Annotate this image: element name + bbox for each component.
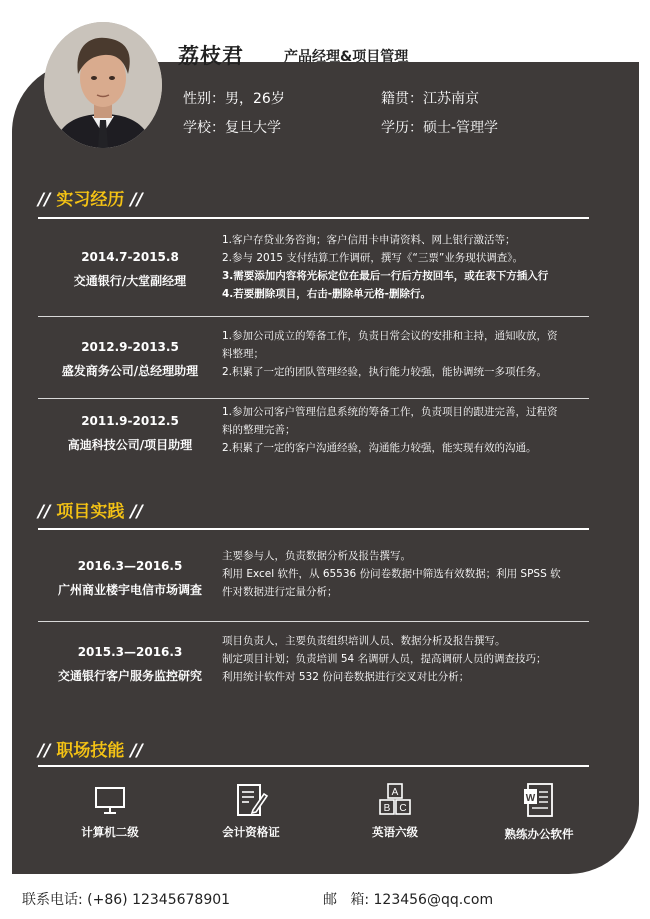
row-divider (38, 621, 589, 622)
svg-text:W: W (525, 793, 536, 804)
experience-date: 2012.9-2013.5 (81, 340, 179, 354)
experience-date: 2014.7-2015.8 (81, 250, 179, 264)
svg-text:A: A (391, 787, 399, 798)
experience-left (40, 340, 220, 379)
heading-slash-right: // (130, 190, 143, 210)
experience-org: 盛发商务公司/总经理助理 (61, 364, 199, 378)
project-name: 交通银行客户服务监控研究 (57, 669, 202, 683)
section-heading-projects (38, 497, 143, 522)
job-title: 产品经理&项目管理 (284, 49, 409, 65)
project-left (40, 645, 220, 684)
section-heading-skills (38, 736, 143, 761)
section-heading-internship (38, 185, 143, 210)
experience-details (222, 327, 588, 381)
project-left (40, 559, 220, 598)
contact-email: 邮 箱: 123456@qq.com (323, 892, 494, 908)
skill-label: 会计资格证 (222, 825, 280, 839)
skill-item (196, 782, 306, 840)
experience-left (40, 250, 220, 289)
project-date: 2015.3—2016.3 (77, 645, 183, 659)
detail-line: 1.参加公司客户管理信息系统的筹备工作，负责项目的跟进完善，过程资 (222, 406, 558, 418)
detail-line: 2.积累了一定的团队管理经验，执行能力较强，能协调统一多项任务。 (222, 366, 548, 378)
detail-line: 件对数据进行定量分析； (222, 586, 338, 598)
detail-line: 3.需要添加内容将光标定位在最后一行后方按回车，或在表下方插入行 (222, 270, 549, 282)
word-document-icon (521, 782, 557, 820)
project-date: 2016.3—2016.5 (77, 559, 183, 573)
heading-slash-left: // (38, 502, 51, 522)
section-rule (38, 528, 589, 530)
heading-slash-right: // (130, 502, 143, 522)
experience-left (40, 414, 220, 453)
skill-label: 熟练办公软件 (504, 827, 574, 841)
heading-slash-left: // (38, 741, 51, 761)
avatar (44, 22, 162, 148)
svg-text:C: C (399, 803, 407, 814)
svg-text:B: B (383, 803, 391, 814)
detail-line: 2.积累了一定的客户沟通经验，沟通能力较强，能实现有效的沟通。 (222, 442, 537, 454)
project-details (222, 547, 588, 601)
experience-details (222, 231, 588, 303)
section-rule (38, 217, 589, 219)
detail-line: 料整理； (222, 348, 264, 360)
experience-org: 高迪科技公司/项目助理 (67, 438, 193, 452)
school: 学校：复旦大学 (183, 120, 281, 136)
detail-line: 制定项目计划；负责培训 54 名调研人员，提高调研人员的调查技巧； (222, 653, 547, 665)
skill-label: 英语六级 (372, 825, 418, 839)
computer-icon (92, 782, 128, 818)
section-rule (38, 765, 589, 767)
detail-line: 4.若要删除项目，右击-删除单元格-删除行。 (222, 288, 432, 300)
experience-date: 2011.9-2012.5 (81, 414, 179, 428)
person-name: 荔枝君 (178, 44, 244, 68)
avatar-photo (44, 22, 162, 148)
skill-item (340, 782, 450, 840)
contact-phone: 联系电话: (+86) 12345678901 (22, 892, 231, 908)
detail-line: 1.客户存贷业务咨询；客户信用卡申请资料、网上银行激活等； (222, 234, 516, 246)
detail-line: 利用统计软件对 532 份问卷数据进行交叉对比分析； (222, 671, 470, 683)
project-details (222, 632, 588, 686)
detail-line: 2.参与 2015 支付结算工作调研，撰写《“三票”业务现状调查》。 (222, 252, 524, 264)
detail-line: 1.参加公司成立的筹备工作，负责日常会议的安排和主持，通知收放，资 (222, 330, 558, 342)
section-title-skills: 职场技能 (56, 741, 125, 761)
skill-label: 计算机二级 (81, 825, 139, 839)
skill-item (484, 782, 594, 842)
detail-line: 主要参与人，负责数据分析及报告撰写。 (222, 550, 411, 562)
detail-line: 利用 Excel 软件，从 65536 份问卷数据中筛选有效数据；利用 SPSS 软 (222, 568, 561, 580)
detail-line: 料的整理完善； (222, 424, 296, 436)
project-name: 广州商业楼宇电信市场调查 (57, 583, 202, 597)
row-divider (38, 316, 589, 317)
section-title-internship: 实习经历 (56, 190, 125, 210)
detail-line: 项目负责人，主要负责组织培训人员、数据分析及报告撰写。 (222, 635, 506, 647)
row-divider (38, 398, 589, 399)
skill-item (55, 782, 165, 840)
gender-age: 性别：男，26岁 (183, 91, 285, 107)
section-title-projects: 项目实践 (56, 502, 125, 522)
hometown: 籍贯：江苏南京 (381, 91, 479, 107)
experience-details (222, 403, 588, 457)
abc-blocks-icon (377, 782, 413, 818)
degree: 学历：硕士-管理学 (381, 120, 499, 136)
experience-org: 交通银行/大堂副经理 (73, 274, 187, 288)
heading-slash-left: // (38, 190, 51, 210)
heading-slash-right: // (130, 741, 143, 761)
certificate-icon (233, 782, 269, 818)
